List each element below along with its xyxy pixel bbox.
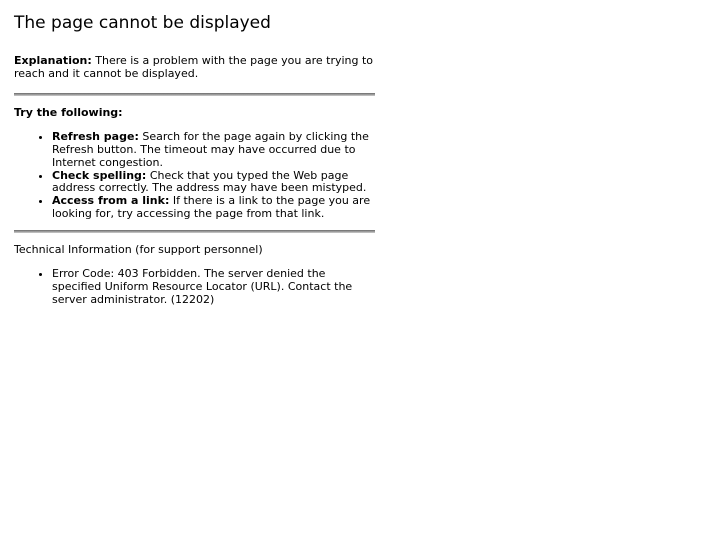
suggestion-text: Search for the page again by clicking the Refresh button. The timeout may have occurred due to Internet congestion. (52, 130, 369, 169)
suggestion-label: Access from a link: (52, 193, 170, 207)
suggestion-label: Check spelling: (52, 168, 147, 182)
suggestion-text: Check that you typed the Web page address correctly. The address may have been mistyped. (52, 168, 367, 195)
try-following-heading: Try the following: (14, 106, 123, 120)
explanation-text: There is a problem with the page you are trying to reach and it cannot be displayed. (14, 54, 374, 81)
page-title: The page cannot be displayed (14, 13, 271, 33)
error-code-text: Error Code: 403 Forbidden. The server denied the specified Uniform Resource Locator (URL). Contact the server administrator. (12202) (52, 267, 353, 306)
explanation-paragraph (14, 54, 375, 80)
error-content (14, 13, 375, 306)
technical-list (14, 268, 375, 306)
list-item-access-from-link (52, 195, 375, 220)
technical-information-heading: Technical Information (for support personnel) (14, 243, 263, 257)
suggestion-label: Refresh page: (52, 130, 139, 144)
divider-top (14, 93, 375, 96)
suggestion-text: If there is a link to the page you are looking for, try accessing the page from that link. (52, 193, 371, 220)
list-item-check-spelling (52, 170, 375, 195)
list-item-refresh-page (52, 131, 375, 169)
divider-bottom (14, 230, 375, 233)
explanation-label: Explanation: (14, 54, 92, 68)
list-item-error-code (52, 268, 375, 306)
suggestion-list (14, 131, 375, 220)
